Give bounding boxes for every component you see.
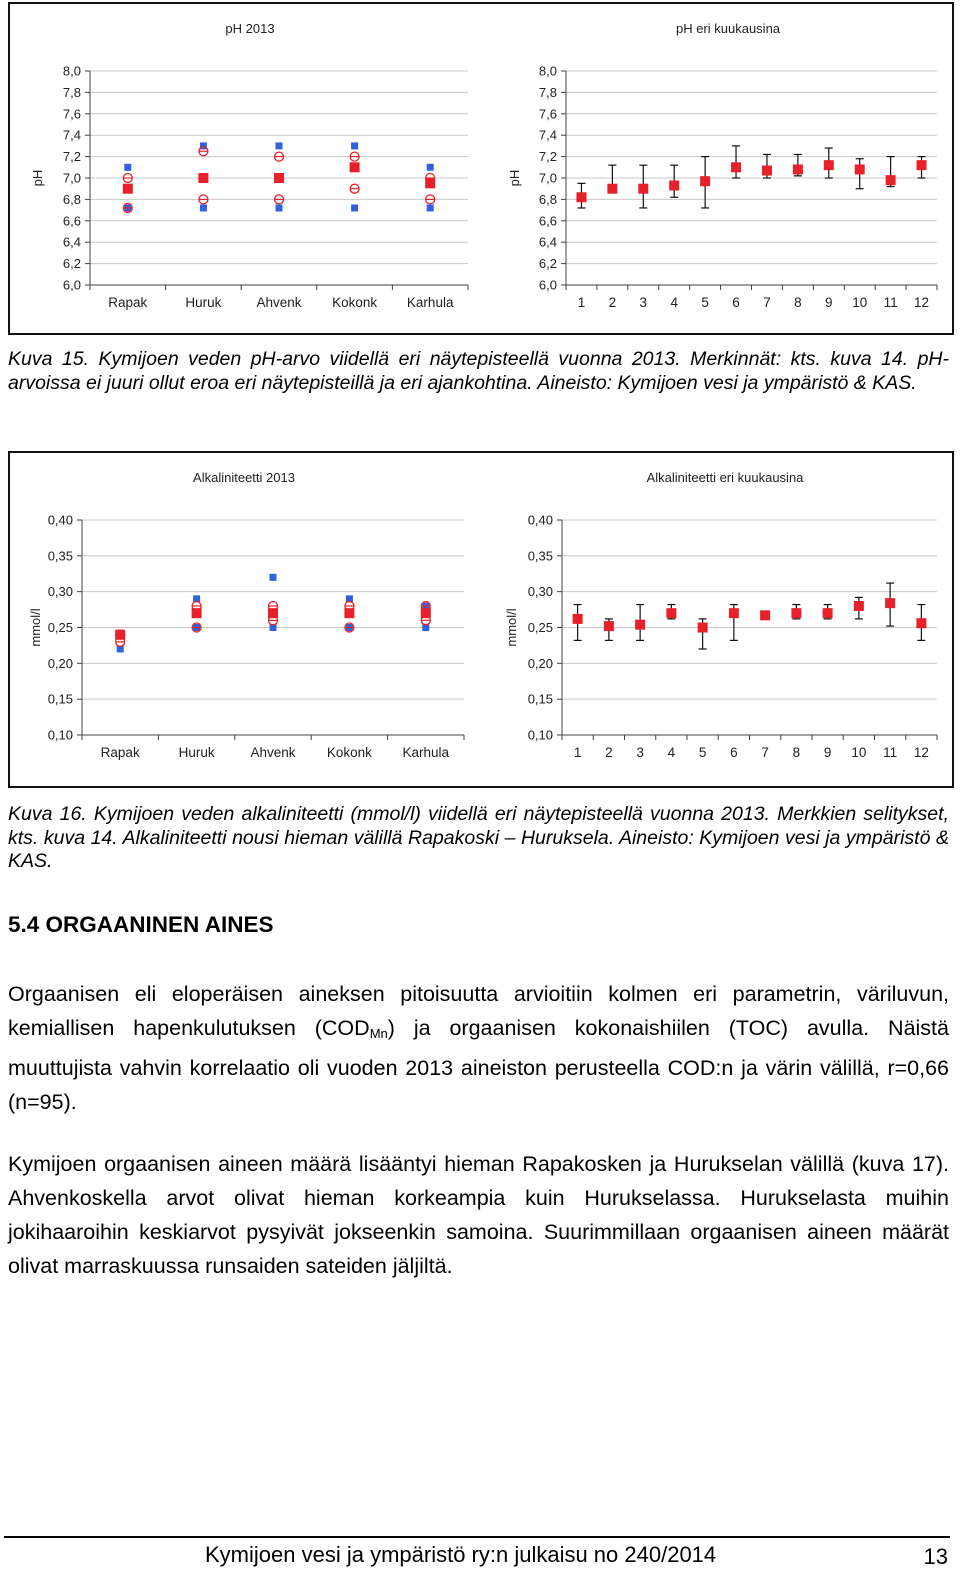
- y-axis-label: mmol/l: [504, 608, 519, 647]
- x-tick-label: Huruk: [178, 745, 215, 760]
- x-tick-label: 6: [732, 295, 740, 310]
- y-tick-label: 7,2: [62, 149, 81, 165]
- point-min: [351, 204, 358, 211]
- figure-15-box: [8, 2, 954, 335]
- y-tick-label: 0,30: [47, 584, 73, 600]
- x-tick-label: 8: [792, 745, 801, 760]
- y-tick-label: 0,40: [47, 512, 73, 528]
- y-tick-label: 6,6: [62, 213, 81, 229]
- x-tick-label: 8: [794, 295, 802, 310]
- point-mean: [698, 623, 708, 633]
- y-tick-label: 0,20: [527, 655, 553, 671]
- point-mean: [123, 184, 133, 194]
- point-mean: [576, 192, 586, 202]
- x-tick-label: 4: [667, 745, 676, 760]
- section-heading: 5.4 ORGAANINEN AINES: [8, 912, 274, 937]
- x-tick-label: 9: [825, 295, 833, 310]
- point-min: [200, 204, 207, 211]
- point-mean: [823, 608, 833, 618]
- x-tick-label: 6: [730, 745, 738, 760]
- point-mean: [762, 166, 772, 176]
- y-tick-label: 6,0: [62, 277, 81, 293]
- x-tick-label: Kokonk: [332, 295, 378, 310]
- cod-subscript: Mn: [369, 1026, 388, 1041]
- page-number: 13: [923, 1544, 948, 1569]
- x-tick-label: 4: [670, 295, 678, 310]
- y-tick-label: 6,0: [538, 277, 557, 293]
- point-mean: [635, 620, 645, 630]
- paragraph-1-part-2: ) ja orgaanisen kokonaishiilen (TOC) avulla. Näistä muuttujista vahvin korrelaatio oli vuoden 2013 aineiston perusteella COD:n ja värin välillä, r=0,66 (n=95).: [8, 1016, 949, 1114]
- y-tick-label: 8,0: [62, 63, 81, 79]
- figure-16-box: [8, 451, 954, 788]
- chart-title: pH 2013: [225, 21, 275, 36]
- point-mean: [886, 175, 896, 185]
- x-tick-label: Ahvenk: [250, 745, 296, 760]
- point-mean: [885, 598, 895, 608]
- x-tick-label: 10: [852, 295, 868, 310]
- y-tick-label: 0,15: [47, 691, 73, 707]
- y-axis-label: pH: [30, 169, 45, 187]
- y-tick-label: 8,0: [538, 63, 557, 79]
- x-tick-label: 12: [913, 745, 929, 760]
- y-tick-label: 6,6: [538, 213, 557, 229]
- point-mean: [824, 160, 834, 170]
- point-max: [124, 164, 131, 171]
- y-tick-label: 7,8: [538, 84, 557, 100]
- y-tick-label: 7,4: [538, 127, 557, 143]
- paragraph-organic-amount: Kymijoen orgaanisen aineen määrä lisääntyi hieman Rapakosken ja Hurukselan välillä (kuva 17). Ahvenkoskella arvot olivat hieman korkeampia kuin Hurukselassa. Hurukselasta muihin jokihaaroihin keskiarvot pysyivät jokseenkin samoina. Suurimmillaan orgaanisen aineen määrät olivat marraskuussa runsaiden sateiden jäljiltä.: [8, 1152, 949, 1278]
- figure-15-charts: [10, 4, 952, 333]
- point-max: [427, 164, 434, 171]
- chart-alk-months: [504, 470, 937, 760]
- point-mean: [669, 180, 679, 190]
- x-tick-label: Rapak: [100, 745, 140, 760]
- chart-title: pH eri kuukausina: [675, 21, 781, 36]
- point-max: [351, 142, 358, 149]
- x-tick-label: 7: [763, 295, 771, 310]
- y-tick-label: 7,4: [62, 127, 81, 143]
- x-tick-label: 3: [636, 745, 644, 760]
- point-mean: [700, 176, 710, 186]
- point-mean: [791, 608, 801, 618]
- figure-15-caption: Kuva 15. Kymijoen veden pH-arvo viidellä eri näytepisteellä vuonna 2013. Merkinnät: kts. kuva 14. pH-arvoissa ei juuri ollut eroa eri näytepisteillä ja eri ajankohtina. Aineisto: Kymijoen vesi ja ympäristö & KAS.: [8, 348, 949, 394]
- footer-rule: [4, 1536, 950, 1538]
- chart-alk-2013: [28, 470, 464, 760]
- x-tick-label: 2: [608, 295, 617, 310]
- chart-ph-months: [507, 21, 937, 310]
- x-tick-label: Karhula: [402, 745, 450, 760]
- point-mean: [760, 610, 770, 620]
- y-tick-label: 0,20: [47, 655, 73, 671]
- y-axis-label: mmol/l: [28, 608, 43, 647]
- paragraph-organic-parameters: [8, 977, 949, 1119]
- y-tick-label: 0,35: [527, 548, 553, 564]
- y-tick-label: 6,2: [62, 256, 81, 272]
- x-tick-label: 2: [605, 745, 613, 760]
- x-tick-label: 1: [577, 295, 586, 310]
- chart-ph-2013: [30, 21, 468, 310]
- point-max: [276, 142, 283, 149]
- point-mean: [666, 608, 676, 618]
- x-tick-label: 1: [573, 745, 582, 760]
- point-mean: [729, 608, 739, 618]
- point-mean: [855, 164, 865, 174]
- point-mean: [573, 614, 583, 624]
- point-min: [276, 204, 283, 211]
- y-tick-label: 0,10: [527, 727, 553, 743]
- point-mean: [638, 184, 648, 194]
- x-tick-label: 9: [823, 745, 832, 760]
- x-tick-label: 11: [883, 295, 898, 310]
- point-mean: [731, 162, 741, 172]
- point-max: [200, 142, 207, 149]
- x-tick-label: Kokonk: [326, 745, 372, 760]
- x-tick-label: Huruk: [185, 295, 222, 310]
- y-tick-label: 6,8: [62, 191, 81, 207]
- x-tick-label: 7: [761, 745, 769, 760]
- figure-16-caption: Kuva 16. Kymijoen veden alkaliniteetti (mmol/l) viidellä eri näytepisteellä vuonna 2013. Merkkien selitykset, kts. kuva 14. Alkaliniteetti nousi hieman välillä Rapakoski – Huruksela. Aineisto: Kymijoen vesi ja ympäristö & KAS.: [8, 803, 949, 872]
- y-tick-label: 0,35: [47, 548, 73, 564]
- x-tick-label: 5: [698, 745, 707, 760]
- y-tick-label: 0,10: [47, 727, 73, 743]
- point-mean: [917, 160, 927, 170]
- point-mean: [350, 162, 360, 172]
- x-tick-label: 11: [883, 745, 898, 760]
- point-mean: [604, 621, 614, 631]
- y-tick-label: 7,2: [538, 149, 557, 165]
- y-tick-label: 7,6: [62, 106, 81, 122]
- y-axis-label: pH: [507, 169, 522, 187]
- y-tick-label: 7,6: [538, 106, 557, 122]
- point-mean: [916, 618, 926, 628]
- chart-title: Alkaliniteetti 2013: [193, 470, 295, 485]
- point-mean: [198, 173, 208, 183]
- x-tick-label: 3: [639, 295, 648, 310]
- y-tick-label: 6,8: [538, 191, 557, 207]
- x-tick-label: Rapak: [108, 295, 148, 310]
- point-min: [427, 204, 434, 211]
- y-tick-label: 6,2: [538, 256, 557, 272]
- figure-16-charts: [10, 453, 952, 786]
- x-tick-label: 10: [851, 745, 867, 760]
- x-tick-label: 12: [914, 295, 930, 310]
- y-tick-label: 7,0: [62, 170, 81, 186]
- y-tick-label: 0,15: [527, 691, 553, 707]
- point-mean: [274, 173, 284, 183]
- chart-title: Alkaliniteetti eri kuukausina: [646, 470, 804, 485]
- x-tick-label: Karhula: [406, 295, 454, 310]
- y-tick-label: 6,4: [538, 234, 557, 250]
- paragraph-1-part-1: Orgaanisen eli eloperäisen aineksen pitoisuutta arvioitiin kolmen eri parametrin, väriluvun, kemiallisen hapenkulutuksen (COD: [8, 982, 949, 1040]
- y-tick-label: 7,8: [62, 84, 81, 100]
- y-tick-label: 6,4: [62, 234, 81, 250]
- y-tick-label: 0,25: [527, 620, 553, 635]
- y-tick-label: 7,0: [538, 170, 557, 186]
- point-mean: [854, 601, 864, 611]
- y-tick-label: 0,25: [47, 620, 73, 635]
- x-tick-label: Ahvenk: [256, 295, 302, 310]
- point-max: [270, 574, 277, 581]
- point-mean: [607, 184, 617, 194]
- point-mean: [793, 164, 803, 174]
- y-tick-label: 0,40: [527, 512, 553, 528]
- x-tick-label: 5: [701, 295, 709, 310]
- footer-publication: Kymijoen vesi ja ympäristö ry:n julkaisu no 240/2014: [205, 1542, 717, 1567]
- y-tick-label: 0,30: [527, 584, 553, 600]
